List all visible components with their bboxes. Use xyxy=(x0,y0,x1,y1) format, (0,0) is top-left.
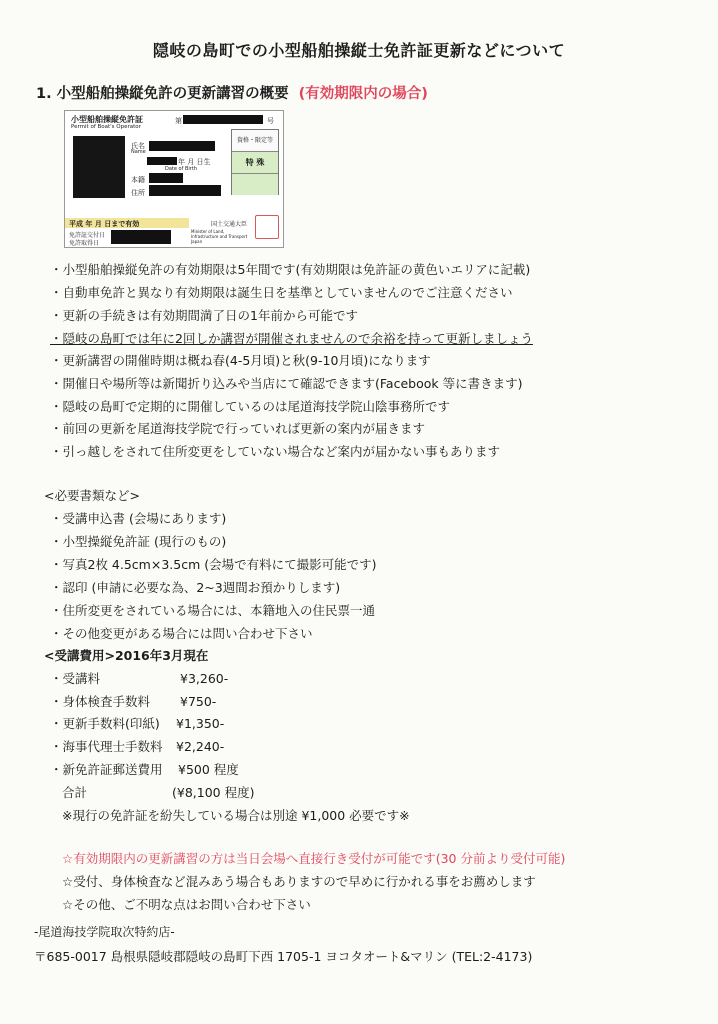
qualification-box xyxy=(231,129,279,195)
card-field-birth: 年 月 日生 xyxy=(178,158,211,166)
redacted-honseki xyxy=(149,173,183,183)
note-2: ☆受付、身体検査など混みあう場合もありますので早めに行かれる事をお薦めします xyxy=(62,874,536,889)
license-card-image xyxy=(64,110,284,248)
fee-amount: ¥1,350- xyxy=(176,716,225,731)
card-title-en: Permit of Boat's Operator xyxy=(71,124,141,130)
bullet-1: ・小型船舶操縦免許の有効期限は5年間です(有効期限は免許証の黄色いエリアに記載) xyxy=(50,262,531,277)
fee-label: ・身体検査手数料 xyxy=(50,694,151,709)
fee-row-3 xyxy=(50,716,224,732)
qualification-special: 特 殊 xyxy=(232,152,278,174)
fee-amount: ¥500 程度 xyxy=(178,762,239,777)
fee-label: ・更新手数料(印紙) xyxy=(50,716,160,731)
redacted-name xyxy=(149,141,215,151)
lost-license-note: ※現行の免許証を紛失している場合は別途 ¥1,000 必要です※ xyxy=(62,808,410,823)
doc-item-1: ・受講申込書 (会場にあります) xyxy=(50,511,227,526)
doc-item-2: ・小型操縦免許証 (現行のもの) xyxy=(50,534,227,549)
bullet-3: ・更新の手続きは有効期間満了日の1年前から可能です xyxy=(50,308,358,323)
qualification-header: 資格・限定等 xyxy=(232,130,278,152)
card-issuer: 国土交通大臣 xyxy=(211,221,248,228)
fee-total-row xyxy=(62,785,254,801)
redacted-address xyxy=(149,185,221,196)
card-field-address: 住所 xyxy=(131,189,145,197)
fee-amount: ¥2,240- xyxy=(176,739,225,754)
redacted-birth xyxy=(147,157,177,165)
card-title: 小型船舶操縦免許証 xyxy=(71,115,143,124)
card-no-label: 第 xyxy=(175,117,182,125)
section-heading xyxy=(36,82,428,103)
fee-row-5 xyxy=(50,762,239,778)
card-issue-date2: 免許取得日 xyxy=(69,240,100,247)
bullet-9: ・引っ越しをされて住所変更をしていない場合など案内が届かない事もあります xyxy=(50,444,501,459)
bullet-6: ・開催日や場所等は新聞折り込みや当店にて確認できます(Facebook 等に書きます) xyxy=(50,376,523,391)
official-seal-icon xyxy=(255,215,279,239)
fees-heading: <受講費用>2016年3月現在 xyxy=(44,648,209,663)
fee-row-1 xyxy=(50,671,228,687)
fee-label: ・受講料 xyxy=(50,671,101,686)
card-valid-until: 平成 年 月 日まで有効 xyxy=(69,220,140,228)
doc-item-4: ・認印 (申請に必要な為、2~3週間お預かりします) xyxy=(50,580,341,595)
bullet-2: ・自動車免許と異なり有効期限は誕生日を基準としていませんのでご注意ください xyxy=(50,285,513,300)
page-title: 隠岐の島町での小型船舶操縦士免許証更新などについて xyxy=(152,41,566,60)
fee-amount: ¥750- xyxy=(180,694,217,709)
fee-amount: ¥3,260- xyxy=(180,671,229,686)
fee-label: ・海事代理士手数料 xyxy=(50,739,163,754)
redacted-number xyxy=(183,115,263,124)
card-field-name: 氏名 xyxy=(131,142,145,150)
docs-heading: <必要書類など> xyxy=(44,488,140,503)
note-1: ☆有効期限内の更新講習の方は当日会場へ直接行き受付が可能です(30 分前より受付可能) xyxy=(62,851,566,866)
bullet-5: ・更新講習の開催時期は概ね春(4-5月頃)と秋(9-10月頃)になります xyxy=(50,353,431,368)
fee-total-amount: (¥8,100 程度) xyxy=(172,785,255,800)
qualification-blank xyxy=(232,174,278,195)
doc-item-3: ・写真2枚 4.5cm×3.5cm (会場で有料にて撮影可能です) xyxy=(50,557,377,572)
card-no-suffix: 号 xyxy=(267,117,274,125)
fee-row-4 xyxy=(50,739,224,755)
card-field-name-en: Name xyxy=(131,149,146,155)
fee-label: ・新免許証郵送費用 xyxy=(50,762,163,777)
bullet-7: ・隠岐の島町で定期的に開催しているのは尾道海技学院山陰事務所です xyxy=(50,399,451,414)
card-field-honseki: 本籍 xyxy=(131,176,145,184)
fee-row-2 xyxy=(50,694,216,710)
bullet-8: ・前回の更新を尾道海技学院で行っていれば更新の案内が届きます xyxy=(50,421,426,436)
doc-item-5: ・住所変更をされている場合には、本籍地入の住民票一通 xyxy=(50,603,376,618)
card-issuer-en: Minister of Land, Infrastructure and Transport Japan xyxy=(191,229,248,244)
redacted-photo xyxy=(73,136,125,198)
doc-item-6: ・その他変更がある場合には問い合わせ下さい xyxy=(50,626,313,641)
section-note: (有効期限内の場合) xyxy=(298,86,428,102)
footer-address: 〒685-0017 島根県隠岐郡隠岐の島町下西 1705-1 ヨコタオート&マリン (TEL:2-4173) xyxy=(34,949,533,964)
card-field-birth-en: Date of Birth xyxy=(165,166,197,172)
note-3: ☆その他、ご不明な点はお問い合わせ下さい xyxy=(62,897,311,912)
footer-agent: -尾道海技学院取次特約店- xyxy=(34,925,175,939)
bullet-4: ・隠岐の島町では年に2回しか講習が開催されませんので余裕を持って更新しましょう xyxy=(50,331,533,346)
section-heading-text: 1. 小型船舶操縦免許の更新講習の概要 xyxy=(36,86,289,102)
fee-total-label: 合計 xyxy=(62,785,88,800)
card-issue-date: 免許証交付日 xyxy=(69,232,106,239)
redacted-dates xyxy=(111,230,171,244)
